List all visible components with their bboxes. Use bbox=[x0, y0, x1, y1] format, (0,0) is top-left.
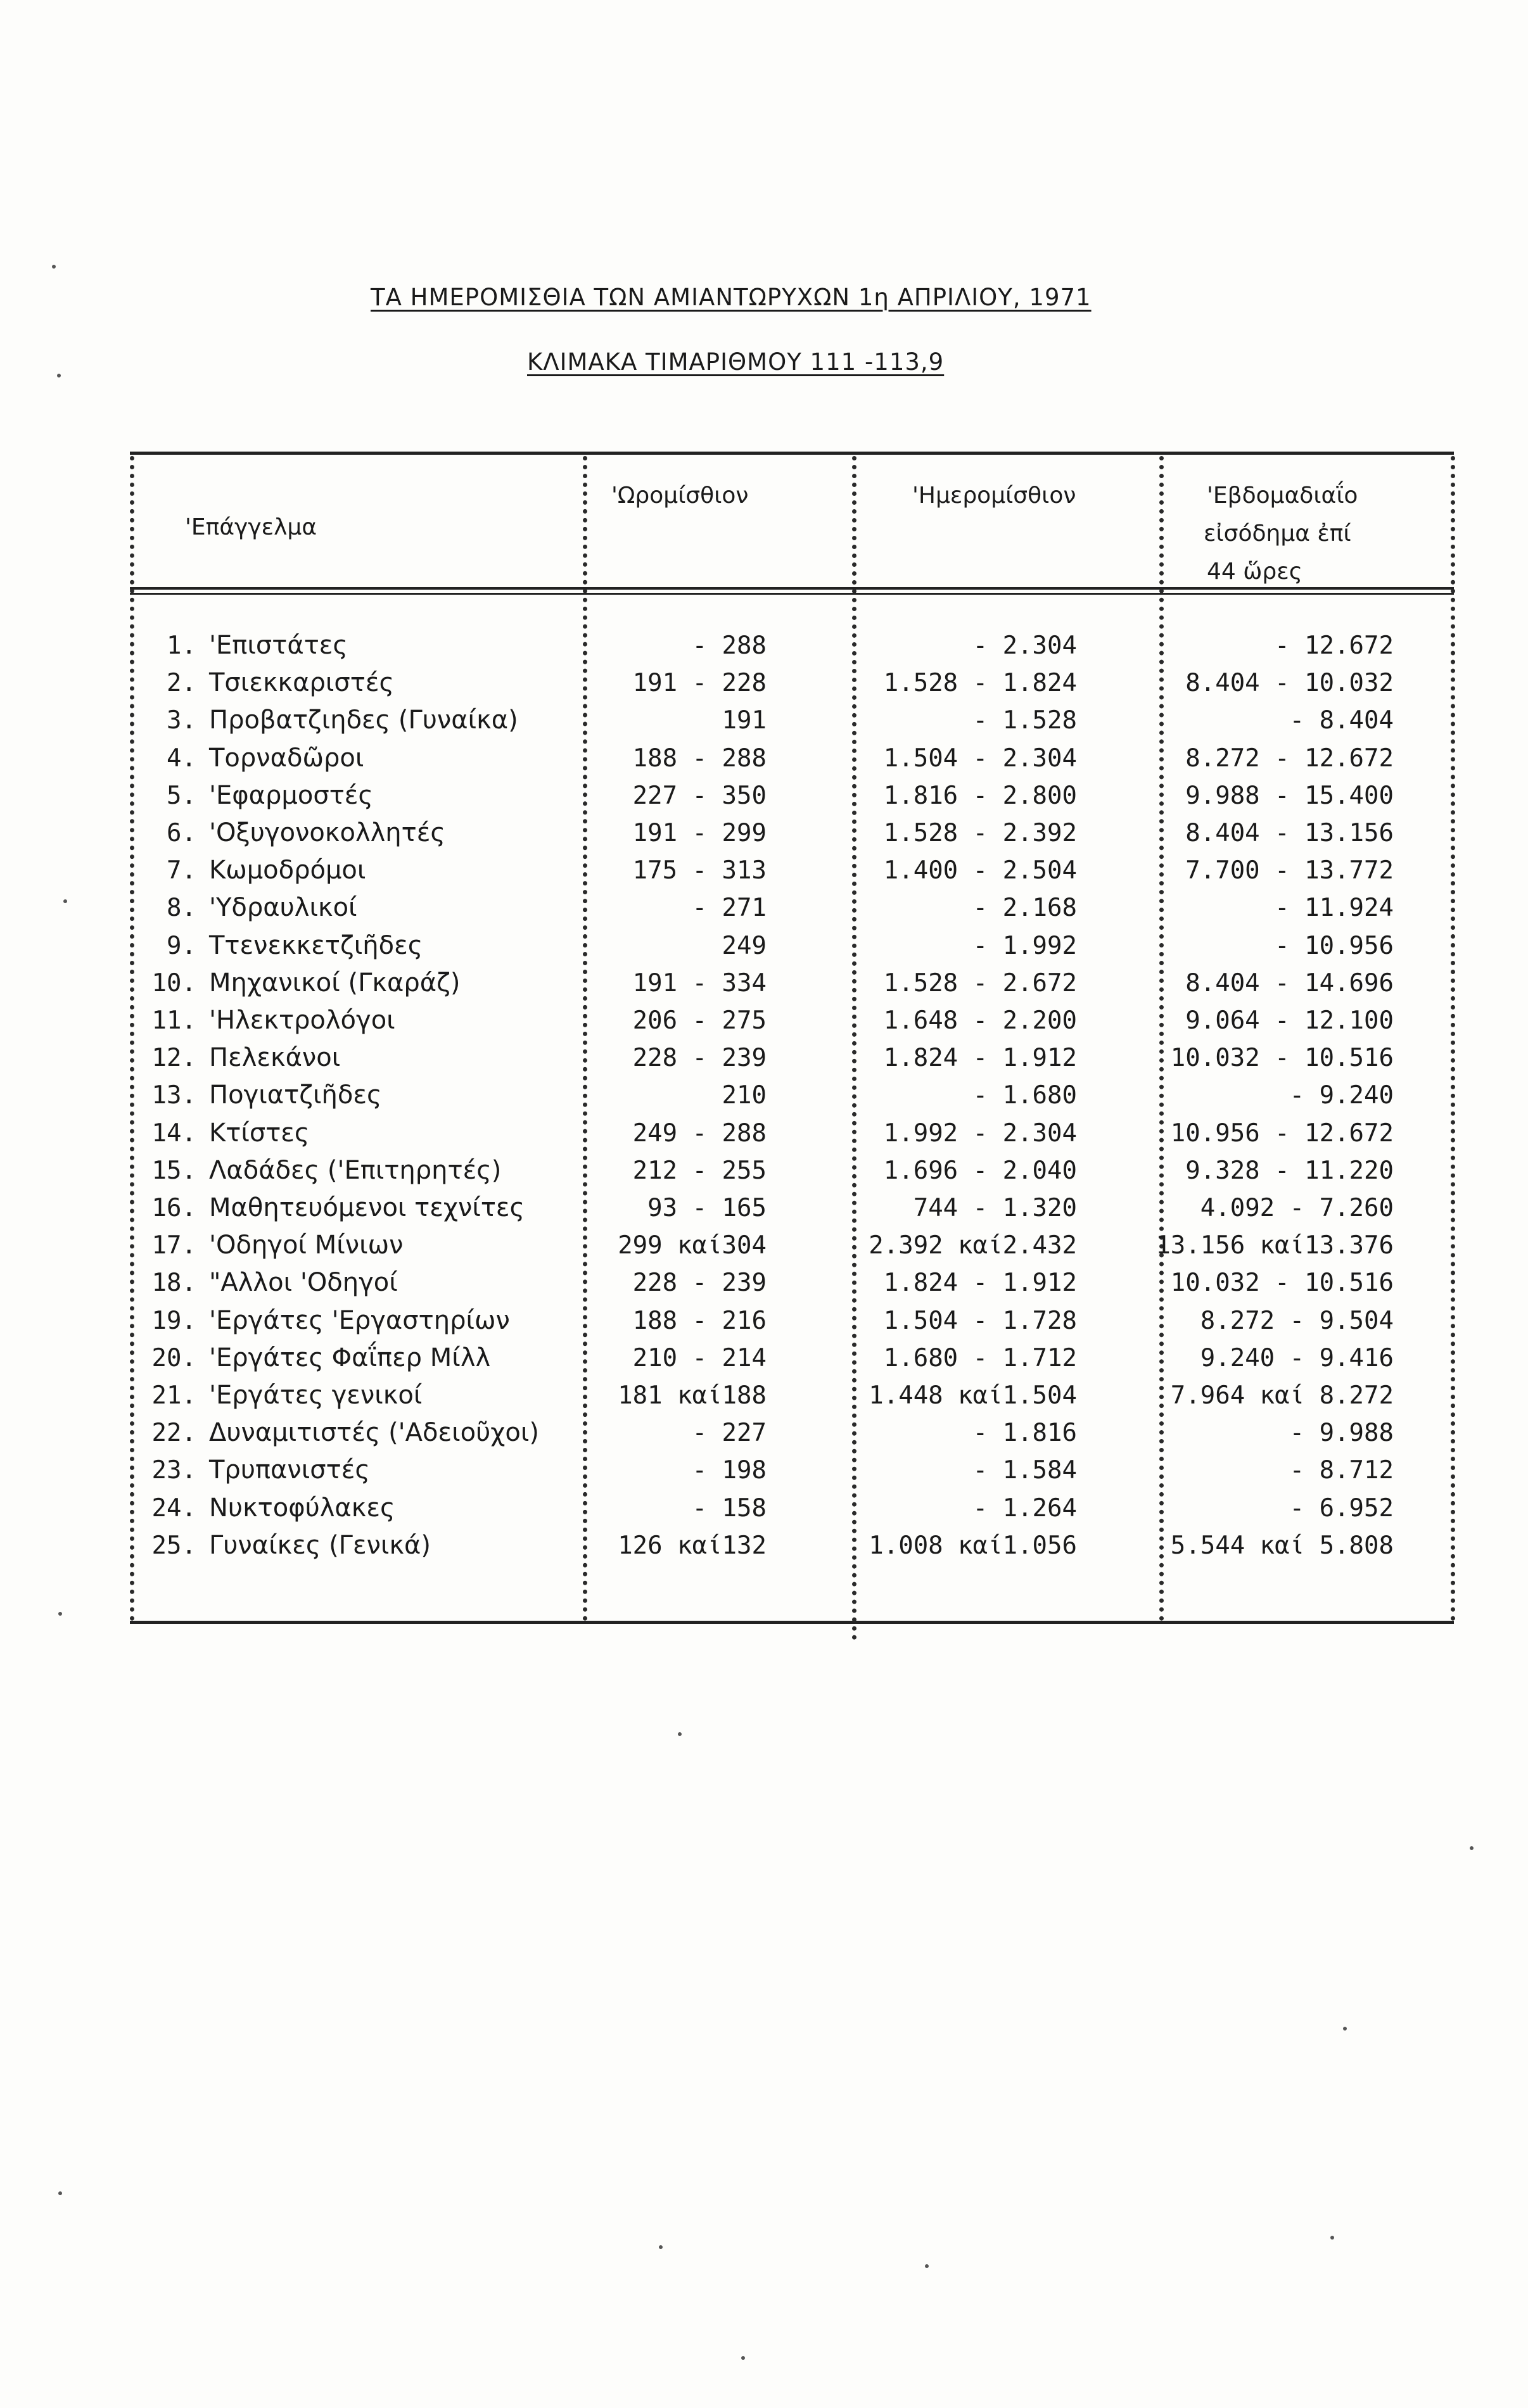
table-row bbox=[0, 1189, 1528, 1227]
row-number: 3. bbox=[167, 706, 196, 735]
row-number: 24. bbox=[151, 1493, 196, 1523]
hourly-wage-cell: 210 - 214 bbox=[632, 1343, 767, 1372]
weekly-income-cell: 9.064 - 12.100 bbox=[1185, 1006, 1394, 1035]
occupation-cell: Γυναίκες (Γενικά) bbox=[209, 1530, 431, 1560]
table-row bbox=[0, 1152, 1528, 1189]
row-number: 5. bbox=[167, 781, 196, 810]
occupation-cell: 'Επιστάτες bbox=[209, 631, 348, 660]
row-number: 17. bbox=[151, 1231, 196, 1260]
hourly-wage-cell: 212 - 255 bbox=[632, 1156, 767, 1185]
daily-wage-cell: 1.992 - 2.304 bbox=[883, 1118, 1077, 1148]
daily-wage-cell: 1.824 - 1.912 bbox=[883, 1269, 1077, 1298]
daily-wage-cell: 1.504 - 1.728 bbox=[883, 1306, 1077, 1335]
table-row bbox=[0, 1039, 1528, 1077]
scan-speck bbox=[741, 2356, 745, 2360]
weekly-income-cell: - 12.672 bbox=[1275, 631, 1394, 660]
weekly-income-cell: 9.240 - 9.416 bbox=[1200, 1343, 1394, 1372]
scan-speck bbox=[1470, 1846, 1474, 1850]
row-number: 2. bbox=[167, 669, 196, 698]
table-row bbox=[0, 814, 1528, 852]
hourly-wage-cell: - 198 bbox=[692, 1456, 767, 1485]
occupation-cell: 'Εργάτες γενικοί bbox=[209, 1381, 423, 1410]
occupation-cell: Κτίστες bbox=[209, 1118, 310, 1148]
header-weekly-line1: 'Εβδομαδιαΐο bbox=[1207, 483, 1358, 509]
daily-wage-cell: - 1.528 bbox=[972, 706, 1077, 735]
hourly-wage-cell: 181 καί188 bbox=[618, 1381, 767, 1410]
hourly-wage-cell: 175 - 313 bbox=[632, 856, 767, 885]
table-row bbox=[0, 664, 1528, 702]
weekly-income-cell: 4.092 - 7.260 bbox=[1200, 1194, 1394, 1222]
table-row bbox=[0, 627, 1528, 664]
weekly-income-cell: 9.328 - 11.220 bbox=[1185, 1156, 1394, 1185]
hourly-wage-cell: 126 καί132 bbox=[618, 1531, 767, 1560]
daily-wage-cell: 1.680 - 1.712 bbox=[883, 1343, 1077, 1372]
table-row bbox=[0, 740, 1528, 777]
occupation-cell: Μηχανικοί (Γκαράζ) bbox=[209, 968, 461, 998]
occupation-cell: 'Εφαρμοστές bbox=[209, 780, 373, 810]
table-row bbox=[0, 1377, 1528, 1414]
table-row bbox=[0, 1115, 1528, 1152]
weekly-income-cell: 8.404 - 14.696 bbox=[1185, 968, 1394, 998]
occupation-cell: Λαδάδες ('Επιτηρητές) bbox=[209, 1155, 502, 1185]
daily-wage-cell: 1.528 - 1.824 bbox=[883, 669, 1077, 698]
hourly-wage-cell: 228 - 239 bbox=[632, 1269, 767, 1298]
daily-wage-cell: - 1.680 bbox=[972, 1081, 1077, 1110]
table-row bbox=[0, 777, 1528, 814]
weekly-income-cell: 10.032 - 10.516 bbox=[1170, 1269, 1394, 1298]
table-row bbox=[0, 1302, 1528, 1340]
weekly-income-cell: 8.404 - 13.156 bbox=[1185, 819, 1394, 847]
row-number: 13. bbox=[151, 1081, 196, 1110]
daily-wage-cell: 2.392 καί2.432 bbox=[869, 1231, 1077, 1260]
header-occupation: 'Επάγγελμα bbox=[185, 514, 317, 540]
table-row bbox=[0, 1077, 1528, 1114]
header-weekly-line2: εἰσόδημα ἐπί bbox=[1204, 521, 1351, 547]
weekly-income-cell: 8.272 - 12.672 bbox=[1185, 744, 1394, 773]
row-number: 6. bbox=[167, 819, 196, 847]
occupation-cell: 'Εργάτες 'Εργαστηρίων bbox=[209, 1305, 510, 1335]
daily-wage-cell: 1.816 - 2.800 bbox=[883, 781, 1077, 810]
daily-wage-cell: - 1.992 bbox=[972, 931, 1077, 960]
row-number: 14. bbox=[151, 1118, 196, 1148]
weekly-income-cell: 13.156 καί13.376 bbox=[1156, 1231, 1394, 1260]
hourly-wage-cell: 188 - 288 bbox=[632, 744, 767, 773]
hourly-wage-cell: 188 - 216 bbox=[632, 1306, 767, 1335]
hourly-wage-cell: 249 - 288 bbox=[632, 1118, 767, 1148]
occupation-cell: Νυκτοφύλακες bbox=[209, 1493, 395, 1523]
table-row bbox=[0, 1452, 1528, 1489]
weekly-income-cell: - 8.404 bbox=[1289, 706, 1394, 735]
row-number: 19. bbox=[151, 1306, 196, 1335]
hourly-wage-cell: 93 - 165 bbox=[647, 1194, 767, 1222]
daily-wage-cell: - 2.168 bbox=[972, 894, 1077, 923]
scan-speck bbox=[1343, 2027, 1347, 2031]
row-number: 22. bbox=[151, 1419, 196, 1448]
weekly-income-cell: - 9.240 bbox=[1289, 1081, 1394, 1110]
weekly-income-cell: - 8.712 bbox=[1289, 1456, 1394, 1485]
table-row bbox=[0, 927, 1528, 965]
row-number: 18. bbox=[151, 1269, 196, 1298]
daily-wage-cell: - 1.264 bbox=[972, 1493, 1077, 1523]
hourly-wage-cell: 228 - 239 bbox=[632, 1044, 767, 1073]
scan-speck bbox=[63, 899, 67, 903]
row-number: 10. bbox=[151, 968, 196, 998]
daily-wage-cell: 1.400 - 2.504 bbox=[883, 856, 1077, 885]
table-header-rule-2 bbox=[130, 593, 1454, 595]
daily-wage-cell: 744 - 1.320 bbox=[913, 1194, 1077, 1222]
weekly-income-cell: 8.272 - 9.504 bbox=[1200, 1306, 1394, 1335]
scan-speck bbox=[58, 2191, 62, 2195]
daily-wage-cell: - 1.816 bbox=[972, 1419, 1077, 1448]
table-header-rule bbox=[130, 587, 1454, 590]
row-number: 20. bbox=[151, 1343, 196, 1372]
occupation-cell: 'Υδραυλικοί bbox=[209, 893, 357, 923]
weekly-income-cell: 7.964 καί 8.272 bbox=[1170, 1381, 1394, 1410]
occupation-cell: Κωμοδρόμοι bbox=[209, 856, 366, 885]
occupation-cell: Μαθητευόμενοι τεχνίτες bbox=[209, 1193, 525, 1222]
page-subtitle: ΚΛΙΜΑΚΑ ΤΙΜΑΡΙΘΜΟΥ 111 -113,9 bbox=[527, 348, 945, 376]
weekly-income-cell: - 6.952 bbox=[1289, 1493, 1394, 1523]
row-number: 15. bbox=[151, 1156, 196, 1185]
daily-wage-cell: 1.696 - 2.040 bbox=[883, 1156, 1077, 1185]
weekly-income-cell: - 11.924 bbox=[1275, 894, 1394, 923]
scan-speck bbox=[52, 265, 56, 269]
hourly-wage-cell: 227 - 350 bbox=[632, 781, 767, 810]
table-row bbox=[0, 1264, 1528, 1302]
scan-speck bbox=[57, 374, 61, 377]
weekly-income-cell: 10.956 - 12.672 bbox=[1170, 1118, 1394, 1148]
hourly-wage-cell: 191 - 299 bbox=[632, 819, 767, 847]
table-row bbox=[0, 852, 1528, 889]
weekly-income-cell: 8.404 - 10.032 bbox=[1185, 669, 1394, 698]
row-number: 12. bbox=[151, 1044, 196, 1073]
occupation-cell: 'Οδηγοί Μίνιων bbox=[209, 1231, 404, 1260]
scan-speck bbox=[659, 2245, 663, 2249]
occupation-cell: 'Οξυγονοκολλητές bbox=[209, 818, 445, 847]
hourly-wage-cell: 299 καί304 bbox=[618, 1231, 767, 1260]
row-number: 11. bbox=[151, 1006, 196, 1035]
table-row bbox=[0, 1340, 1528, 1377]
table-top-rule bbox=[130, 452, 1454, 455]
daily-wage-cell: 1.008 καί1.056 bbox=[869, 1531, 1077, 1560]
weekly-income-cell: - 10.956 bbox=[1275, 931, 1394, 960]
table-row bbox=[0, 1490, 1528, 1527]
page-title: ΤΑ ΗΜΕΡΟΜΙΣΘΙΑ ΤΩΝ ΑΜΙΑΝΤΩΡΥΧΩΝ 1η ΑΠΡΙΛΙΟΥ, 1971 bbox=[371, 284, 1092, 311]
daily-wage-cell: 1.448 καί1.504 bbox=[869, 1381, 1077, 1410]
table-bottom-rule bbox=[130, 1621, 1454, 1624]
weekly-income-cell: 7.700 - 13.772 bbox=[1185, 856, 1394, 885]
occupation-cell: Δυναμιτιστές ('Αδειοῦχοι) bbox=[209, 1418, 539, 1448]
occupation-cell: Τορναδῶροι bbox=[209, 743, 364, 773]
occupation-cell: Πογιατζιῆδες bbox=[209, 1080, 382, 1110]
scan-speck bbox=[58, 1612, 62, 1616]
hourly-wage-cell: 191 - 334 bbox=[632, 968, 767, 998]
row-number: 1. bbox=[167, 631, 196, 660]
header-hourly: 'Ωρομίσθιον bbox=[611, 483, 749, 509]
hourly-wage-cell: 210 bbox=[722, 1081, 767, 1110]
table-row bbox=[0, 965, 1528, 1002]
occupation-cell: Πελεκάνοι bbox=[209, 1043, 341, 1073]
header-weekly-line3: 44 ὥρες bbox=[1207, 559, 1302, 585]
scan-speck bbox=[925, 2264, 929, 2268]
hourly-wage-cell: - 158 bbox=[692, 1493, 767, 1523]
weekly-income-cell: 9.988 - 15.400 bbox=[1185, 781, 1394, 810]
row-number: 4. bbox=[167, 744, 196, 773]
row-number: 21. bbox=[151, 1381, 196, 1410]
occupation-cell: 'Εργάτες Φαΐπερ Μίλλ bbox=[209, 1343, 491, 1372]
hourly-wage-cell: 191 - 228 bbox=[632, 669, 767, 698]
hourly-wage-cell: 191 bbox=[722, 706, 767, 735]
scan-speck bbox=[1330, 2236, 1334, 2240]
table-row bbox=[0, 1227, 1528, 1264]
daily-wage-cell: 1.504 - 2.304 bbox=[883, 744, 1077, 773]
daily-wage-cell: 1.528 - 2.672 bbox=[883, 968, 1077, 998]
table-row bbox=[0, 702, 1528, 739]
header-daily: 'Ημερομίσθιον bbox=[912, 483, 1076, 509]
hourly-wage-cell: - 227 bbox=[692, 1419, 767, 1448]
table-row bbox=[0, 1002, 1528, 1039]
row-number: 16. bbox=[151, 1194, 196, 1222]
scan-speck bbox=[678, 1732, 682, 1736]
row-number: 7. bbox=[167, 856, 196, 885]
daily-wage-cell: 1.528 - 2.392 bbox=[883, 819, 1077, 847]
daily-wage-cell: - 2.304 bbox=[972, 631, 1077, 660]
row-number: 23. bbox=[151, 1456, 196, 1485]
weekly-income-cell: 5.544 καί 5.808 bbox=[1170, 1531, 1394, 1560]
occupation-cell: Τρυπανιστές bbox=[209, 1455, 370, 1485]
daily-wage-cell: 1.824 - 1.912 bbox=[883, 1044, 1077, 1073]
occupation-cell: "Αλλοι 'Οδηγοί bbox=[209, 1268, 398, 1298]
table-row bbox=[0, 1527, 1528, 1564]
hourly-wage-cell: - 271 bbox=[692, 894, 767, 923]
occupation-cell: Τσιεκκαριστές bbox=[209, 668, 394, 698]
daily-wage-cell: 1.648 - 2.200 bbox=[883, 1006, 1077, 1035]
hourly-wage-cell: 249 bbox=[722, 931, 767, 960]
weekly-income-cell: 10.032 - 10.516 bbox=[1170, 1044, 1394, 1073]
table-row bbox=[0, 1414, 1528, 1452]
occupation-cell: Προβατζιηδες (Γυναίκα) bbox=[209, 706, 518, 735]
hourly-wage-cell: - 288 bbox=[692, 631, 767, 660]
table-row bbox=[0, 889, 1528, 927]
row-number: 25. bbox=[151, 1531, 196, 1560]
row-number: 8. bbox=[167, 894, 196, 923]
occupation-cell: Ττενεκκετζιῆδες bbox=[209, 930, 423, 960]
occupation-cell: 'Ηλεκτρολόγοι bbox=[209, 1006, 395, 1035]
daily-wage-cell: - 1.584 bbox=[972, 1456, 1077, 1485]
row-number: 9. bbox=[167, 931, 196, 960]
hourly-wage-cell: 206 - 275 bbox=[632, 1006, 767, 1035]
weekly-income-cell: - 9.988 bbox=[1289, 1419, 1394, 1448]
